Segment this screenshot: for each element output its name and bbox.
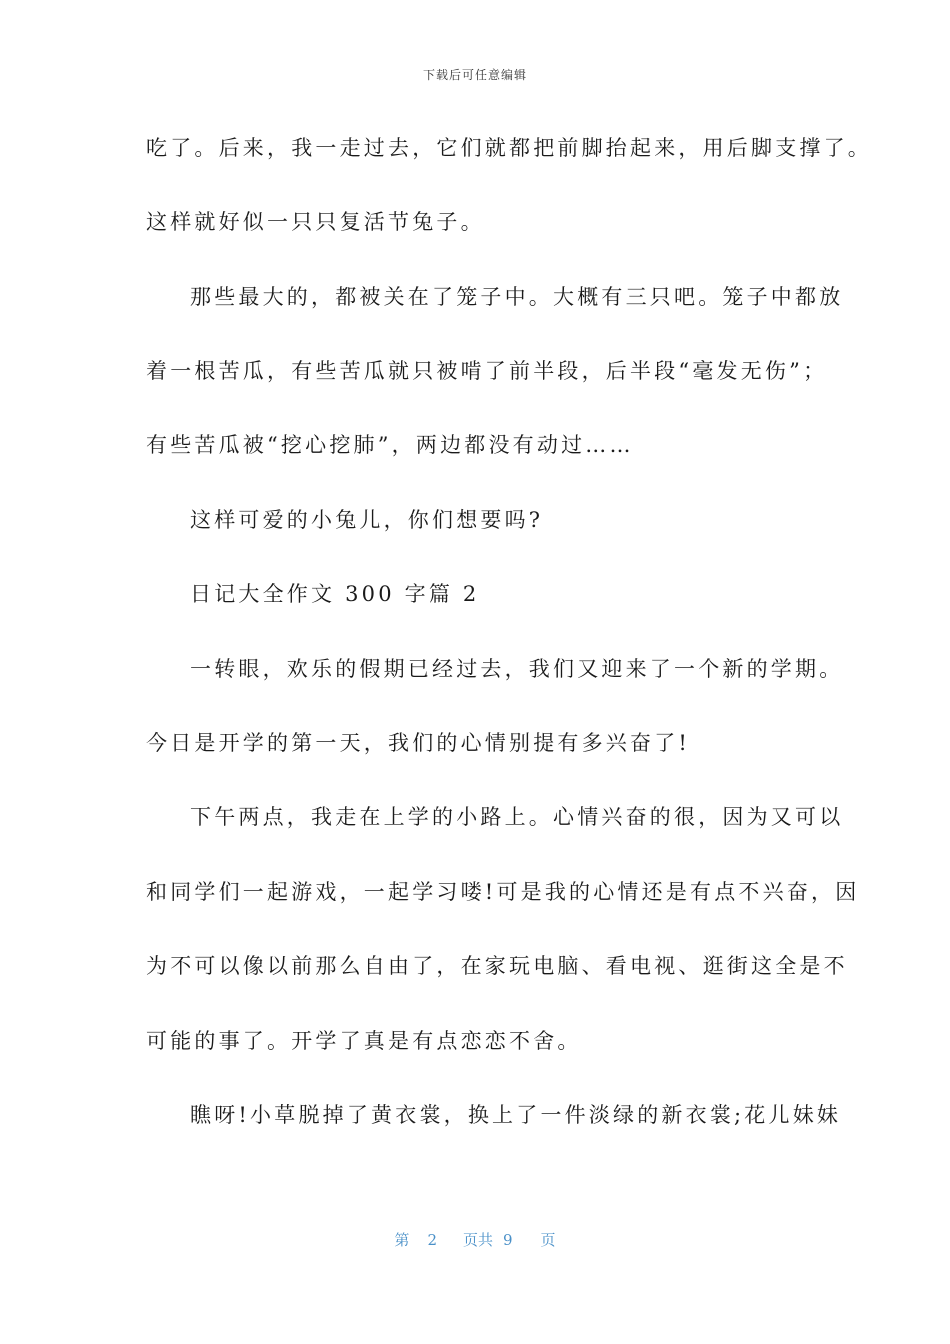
text-line-10: 下午两点，我走在上学的小路上。心情兴奋的很，因为又可以 — [190, 805, 844, 829]
text-line-9: 今日是开学的第一天，我们的心情别提有多兴奋了! — [146, 731, 691, 755]
text-line-2: 这样就好似一只只复活节兔子。 — [146, 210, 485, 234]
page-footer — [0, 1229, 950, 1250]
text-line-3: 那些最大的，都被关在了笼子中。大概有三只吧。笼子中都放 — [190, 285, 844, 309]
text-line-1: 吃了。后来，我一走过去，它们就都把前脚抬起来，用后脚支撑了。 — [146, 136, 872, 160]
page-label-suffix: 页 — [540, 1231, 556, 1249]
text-line-11: 和同学们一起游戏，一起学习喽!可是我的心情还是有点不兴奋，因 — [146, 880, 860, 904]
text-line-8: 一转眼，欢乐的假期已经过去，我们又迎来了一个新的学期。 — [190, 657, 844, 681]
current-page-number: 2 — [427, 1231, 437, 1249]
page-label-prefix: 第 — [394, 1231, 410, 1249]
section-heading: 日记大全作文 300 字篇 2 — [190, 582, 480, 606]
text-line-13: 可能的事了。开学了真是有点恋恋不舍。 — [146, 1029, 582, 1053]
text-line-5: 有些苦瓜被“挖心挖肺”，两边都没有动过…… — [146, 433, 634, 457]
total-pages-number: 9 — [503, 1231, 513, 1249]
page-label-mid: 页共 — [462, 1231, 493, 1249]
text-line-14: 瞧呀!小草脱掉了黄衣裳，换上了一件淡绿的新衣裳;花儿妹妹 — [190, 1103, 842, 1127]
text-line-6: 这样可爱的小兔儿，你们想要吗? — [190, 508, 544, 532]
text-line-12: 为不可以像以前那么自由了，在家玩电脑、看电视、逛街这全是不 — [146, 954, 848, 978]
text-line-4: 着一根苦瓜，有些苦瓜就只被啃了前半段，后半段“毫发无伤”； — [146, 359, 828, 383]
header-note: 下载后可任意编辑 — [422, 68, 527, 82]
